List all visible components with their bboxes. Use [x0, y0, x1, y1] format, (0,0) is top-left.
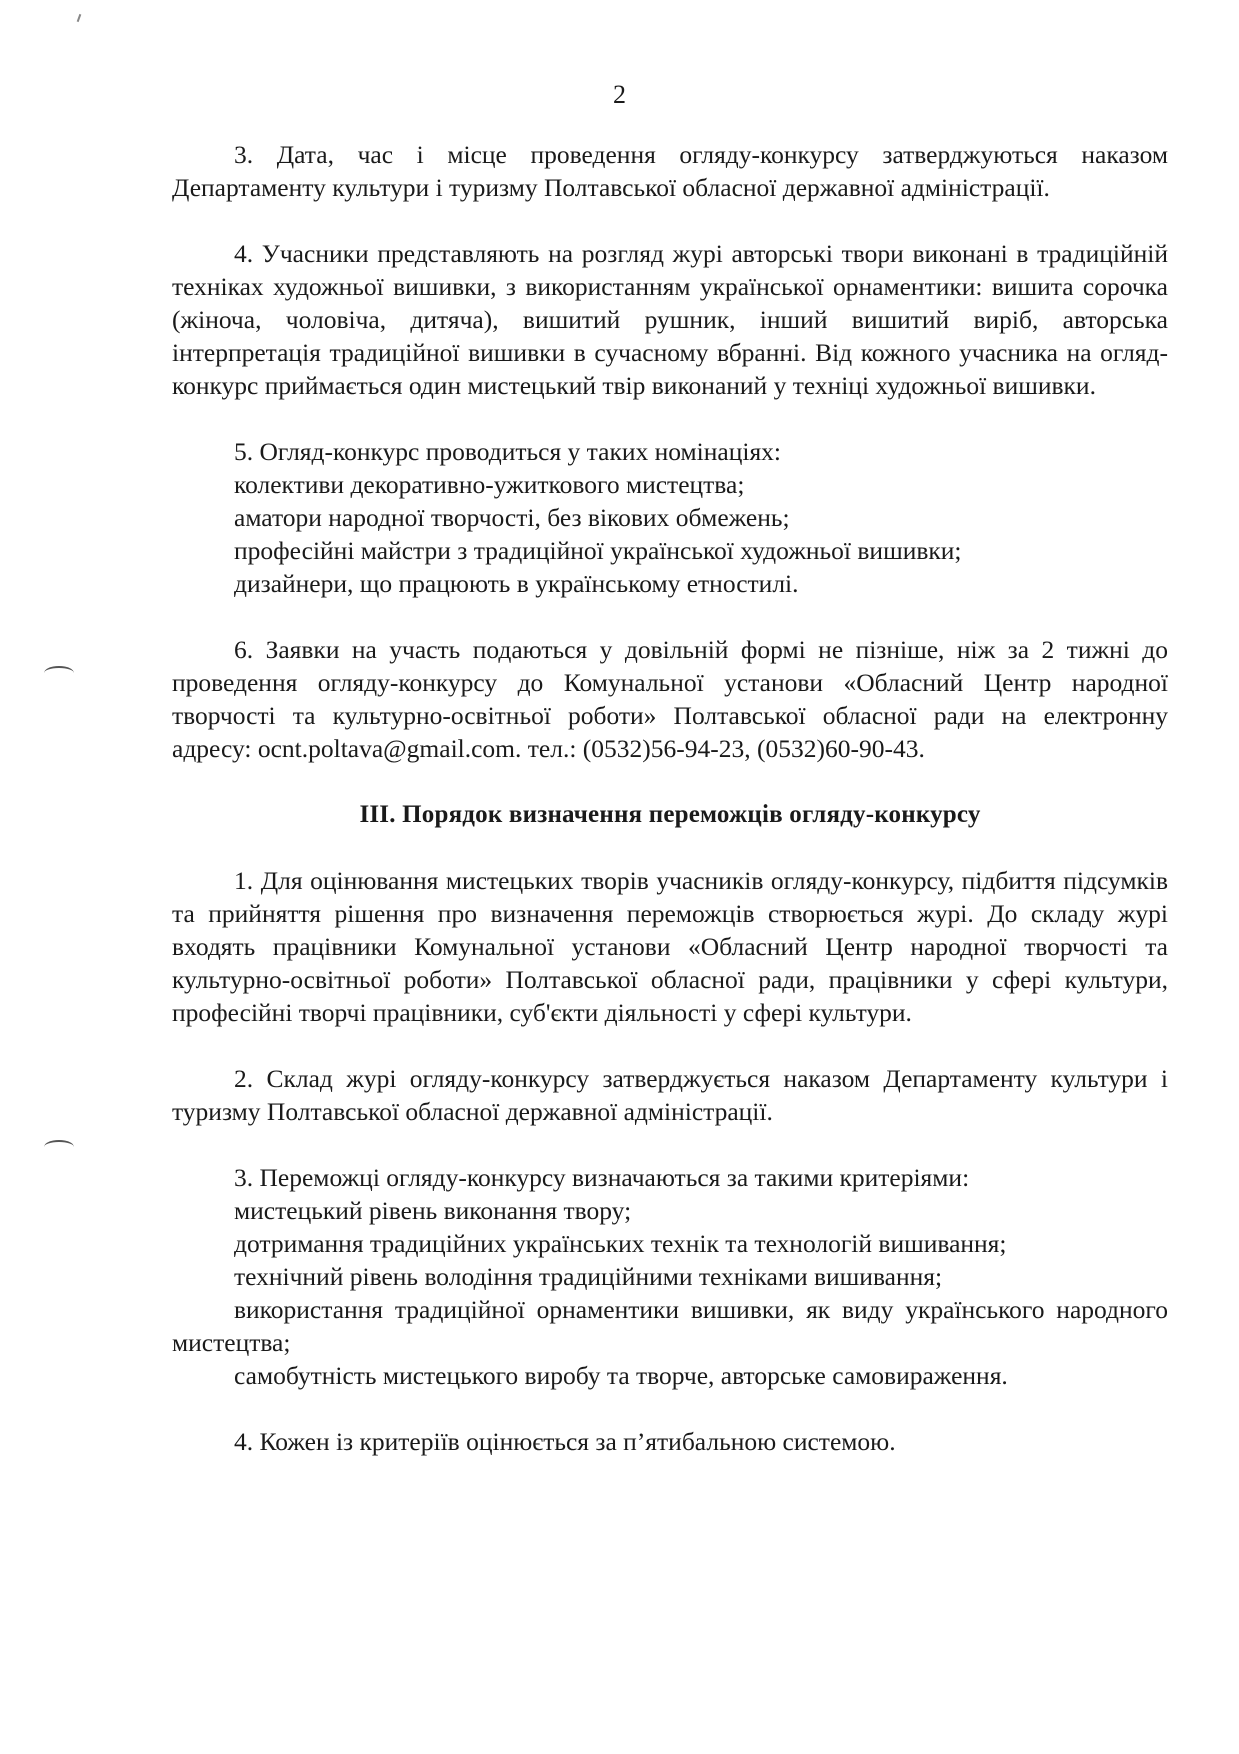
- document-body: [172, 138, 1168, 1458]
- list-item: мистецький рівень виконання твору;: [234, 1196, 632, 1225]
- list-item: колективи декоративно-ужиткового мистецтва;: [234, 470, 745, 499]
- paragraph-3-date-time-place: 3. Дата, час і місце проведення огляду-конкурсу затверджуються наказом Департаменту культури і туризму Полтавської обласної державної адміністрації.: [172, 140, 1168, 202]
- list-item: дизайнери, що працюють в українському етностилі.: [234, 569, 799, 598]
- paragraph-1-jury: 1. Для оцінювання мистецьких творів учасників огляду-конкурсу, підбиття підсумків та прийняття рішення про визначення переможців створюється журі. До складу журі входять працівники Комунальної установи «Обласний Центр народної творчості та культурно-освітньої роботи» Полтавської обласної ради, працівники у сфері культури, професійні творчі працівники, суб'єкти діяльності у сфері культури.: [172, 866, 1168, 1027]
- paragraph-6-applications: 6. Заявки на участь подаються у довільній формі не пізніше, ніж за 2 тижні до проведення огляду-конкурсу до Комунальної установи «Обласний Центр народної творчості та культурно-освітньої роботи» Полтавської обласної ради на електронну адресу: ocnt.poltava@gmail.com. тел.: (0532)56-94-23, (0532)60-90-43.: [172, 635, 1168, 763]
- hole-punch-mark: [44, 1140, 74, 1154]
- nominations-list: [172, 435, 1168, 600]
- list-item: технічний рівень володіння традиційними техніками вишивання;: [234, 1262, 943, 1291]
- hole-punch-mark: [44, 666, 74, 680]
- scan-artifact: [77, 14, 82, 22]
- paragraph-4-participants: 4. Учасники представляють на розгляд журі авторські твори виконані в традиційній техніках художньої вишивки, з використанням української орнаментики: вишита сорочка (жіноча, чоловіча, дитяча), вишитий рушник, інший вишитий виріб, авторська інтерпретація традиційної вишивки в сучасному вбранні. Від кожного учасника на огляд-конкурс приймається один мистецький твір виконаний у техніці художньої вишивки.: [172, 239, 1168, 400]
- page-number: 2: [613, 80, 626, 109]
- list-item: самобутність мистецького виробу та творче, авторське самовираження.: [234, 1361, 1008, 1390]
- list-item: дотримання традиційних українських технік та технологій вишивання;: [234, 1229, 1007, 1258]
- list-item: аматори народної творчості, без вікових обмежень;: [234, 503, 790, 532]
- criteria-list: [172, 1161, 1168, 1392]
- list-intro: 5. Огляд-конкурс проводиться у таких номінаціях:: [234, 437, 782, 466]
- list-intro: 3. Переможці огляду-конкурсу визначаються за такими критеріями:: [234, 1163, 970, 1192]
- list-item: професійні майстри з традиційної української художньої вишивки;: [234, 536, 962, 565]
- paragraph-2-jury-composition: 2. Склад журі огляду-конкурсу затверджується наказом Департаменту культури і туризму Полтавської обласної державної адміністрації.: [172, 1064, 1168, 1126]
- section-heading: ІІІ. Порядок визначення переможців огляду-конкурсу: [359, 801, 981, 828]
- list-item: використання традиційної орнаментики вишивки, як виду українського народного мистецтва;: [172, 1295, 1168, 1357]
- paragraph-4-scoring: 4. Кожен із критеріїв оцінюється за п’ятибальною системою.: [234, 1427, 896, 1456]
